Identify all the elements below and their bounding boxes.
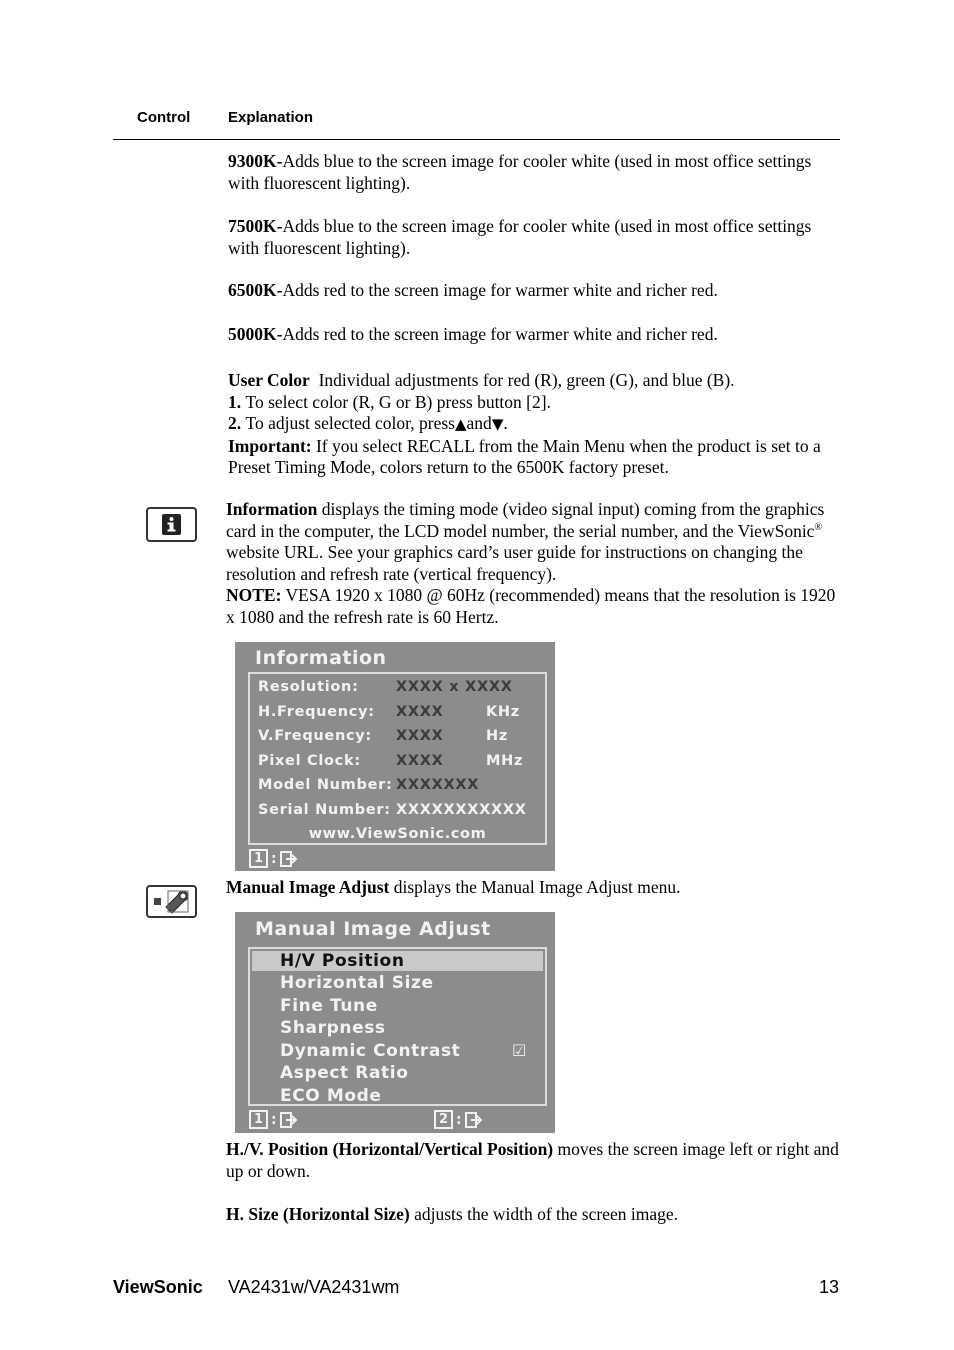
- osd-title: Manual Image Adjust: [255, 918, 491, 940]
- down-triangle-icon: ▼: [491, 415, 504, 434]
- footer-page-number: 13: [819, 1277, 840, 1297]
- osd-row-unit: MHz: [486, 753, 524, 769]
- exit-icon: [280, 851, 298, 867]
- osd-footer: 1 :: [249, 849, 298, 868]
- osd-row-value: XXXXXXX: [396, 777, 480, 793]
- osd-row-unit: Hz: [486, 728, 508, 744]
- footer-model: VA2431w/VA2431wm: [228, 1277, 400, 1297]
- information-osd-panel: [235, 642, 555, 871]
- button-2-key: 2: [434, 1110, 453, 1129]
- osd-row-label: Resolution:: [258, 679, 359, 695]
- osd-footer-select: 2 :: [434, 1110, 483, 1129]
- header-rule: [113, 139, 840, 140]
- osd-row-label: Pixel Clock:: [258, 753, 361, 769]
- osd-row-unit: KHz: [486, 704, 520, 720]
- color-temp-5000k: 5000K-Adds red to the screen image for warmer white and richer red.: [228, 324, 718, 344]
- info-icon: [146, 507, 197, 542]
- information-description: Information displays the timing mode (video signal input) coming from the graphics card in the computer, the LCD model number, the serial number, and the ViewSonic® website URL. See your graphics card’s user guide for instructions on changing the resolution and refresh rate (vertical frequency). NOTE: VESA 1920 x 1080 @ 60Hz (recommended) means that the resolution is 1920 x 1080 and the refresh rate is 60 Hertz.: [226, 499, 836, 627]
- manual-image-adjust-osd-panel: [235, 912, 555, 1133]
- column-header-explanation: Explanation: [228, 109, 314, 126]
- up-triangle-icon: ▲: [454, 415, 467, 434]
- h-size-description: H. Size (Horizontal Size) adjusts the width of the screen image.: [226, 1204, 678, 1224]
- footer-brand: ViewSonic: [113, 1277, 203, 1297]
- osd-row-value: XXXX x XXXX: [396, 679, 513, 695]
- color-temp-6500k: 6500K-Adds red to the screen image for warmer white and richer red.: [228, 280, 718, 300]
- manual-image-adjust-description: Manual Image Adjust displays the Manual Image Adjust menu.: [226, 877, 681, 897]
- osd-menu-box: [248, 947, 547, 1106]
- osd-footer: 1 :: [249, 1110, 298, 1129]
- osd-title: Information: [255, 647, 387, 669]
- osd-row-label: H.Frequency:: [258, 704, 375, 720]
- exit-icon: [280, 1112, 298, 1128]
- menu-item-fine-tune[interactable]: Fine Tune: [280, 996, 378, 1016]
- osd-row-label: V.Frequency:: [258, 728, 372, 744]
- osd-row-value: XXXXXXXXXXX: [396, 802, 527, 818]
- menu-item-dynamic-contrast[interactable]: Dynamic Contrast: [280, 1041, 461, 1061]
- osd-info-box: [248, 672, 547, 845]
- osd-row-value: XXXX: [396, 753, 444, 769]
- osd-row-label: Serial Number:: [258, 802, 391, 818]
- osd-row-value: XXXX: [396, 704, 444, 720]
- menu-item-horizontal-size[interactable]: Horizontal Size: [280, 973, 434, 993]
- button-1-key: 1: [249, 849, 268, 868]
- osd-url: www.ViewSonic.com: [308, 826, 487, 842]
- user-color-section: User Color Individual adjustments for red (R), green (G), and blue (B). 1. To select color (R, G or B) press button [2]. 2. To adjust selected color, press▲and▼. Important: If you select RECALL from the Main Menu when the product is set to a Preset Timing Mode, colors return to the 6500K factory preset.: [228, 370, 821, 478]
- menu-item-eco-mode[interactable]: ECO Mode: [280, 1086, 382, 1106]
- column-header-control: Control: [137, 109, 191, 126]
- button-1-key: 1: [249, 1110, 268, 1129]
- menu-item-aspect-ratio[interactable]: Aspect Ratio: [280, 1063, 409, 1083]
- color-temp-7500k: 7500K-Adds blue to the screen image for cooler white (used in most office settings with fluorescent lighting).: [228, 216, 812, 258]
- osd-row-value: XXXX: [396, 728, 444, 744]
- menu-item-sharpness[interactable]: Sharpness: [280, 1018, 386, 1038]
- osd-row-label: Model Number:: [258, 777, 393, 793]
- checkbox-checked-icon[interactable]: ☑: [512, 1041, 528, 1060]
- color-temp-9300k: 9300K-Adds blue to the screen image for cooler white (used in most office settings with fluorescent lighting).: [228, 151, 812, 193]
- hv-position-description: H./V. Position (Horizontal/Vertical Position) moves the screen image left or right and up or down.: [226, 1139, 839, 1181]
- menu-item-hv-position[interactable]: H/V Position: [280, 951, 405, 971]
- enter-icon: [465, 1112, 483, 1128]
- wrench-icon: [146, 885, 197, 918]
